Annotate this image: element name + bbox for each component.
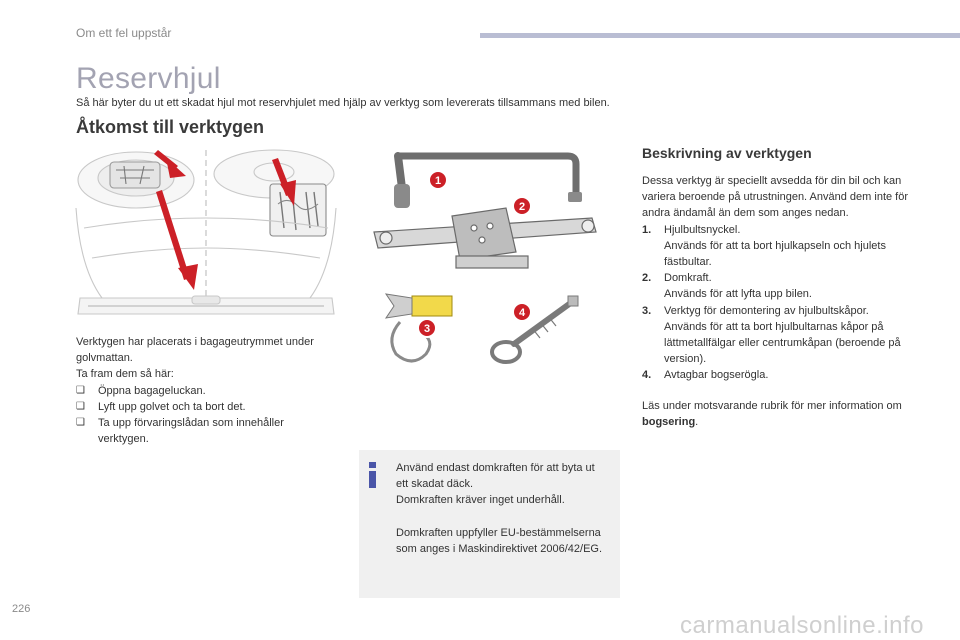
trunk-illustration — [74, 148, 338, 320]
callout-4: 4 — [518, 307, 526, 319]
closing-text — [642, 398, 912, 430]
step-text: Lyft upp golvet och ta bort det. — [98, 400, 246, 413]
info-line: Domkraften kräver inget underhåll. — [396, 494, 565, 506]
step-text: Öppna bagageluckan. — [98, 384, 206, 397]
step-item — [76, 415, 326, 447]
checkbox-bullet-icon: ❑ — [76, 417, 85, 429]
info-icon — [367, 462, 379, 488]
tool-number: 1. — [642, 223, 652, 236]
towing-reference: bogsering — [642, 415, 696, 428]
description-body — [642, 173, 912, 384]
tools-illustration — [356, 148, 618, 376]
tool-item — [642, 303, 912, 319]
access-intro: Verktygen har placerats i bagageutrymmet under golvmattan. — [76, 336, 314, 365]
closing-prefix: Läs under motsvarande rubrik för mer information om — [642, 399, 902, 412]
tool-number: 4. — [642, 369, 652, 382]
tool-number: 3. — [642, 304, 652, 317]
info-box — [359, 450, 620, 598]
info-line: Använd endast domkraften för att byta ut ett skadat däck. — [396, 462, 595, 490]
tool-item — [642, 367, 912, 383]
tool-name: Verktyg för demontering av hjulbultskåpor. — [664, 304, 869, 317]
header-rule — [480, 33, 960, 38]
tool-number: 2. — [642, 272, 652, 285]
info-paragraph — [396, 460, 608, 508]
page-number: 226 — [12, 603, 31, 615]
step-item — [76, 383, 326, 399]
tool-note: Används för att ta bort hjulbultarnas kåpor på lättmetallfälgar eller centrumkåpan (beroende på version). — [664, 320, 901, 366]
description-heading: Beskrivning av verktygen — [642, 145, 812, 161]
watermark: carmanualsonline.info — [680, 612, 924, 639]
checkbox-bullet-icon: ❑ — [76, 400, 85, 412]
section-title: Om ett fel uppstår — [76, 26, 172, 40]
tool-name: Domkraft. — [664, 272, 712, 285]
intro-text: Så här byter du ut ett skadat hjul mot reservhjulet med hjälp av verktyg som levererats tillsammans med bilen. — [76, 97, 610, 109]
description-intro: Dessa verktyg är speciellt avsedda för din bil och kan variera beroende på utrustningen. Använd dem inte för andra ändamål än dem som anges nedan. — [642, 175, 909, 220]
checkbox-bullet-icon: ❑ — [76, 384, 85, 396]
wheel-brace-drawing — [394, 156, 582, 208]
access-lead: Ta fram dem så här: — [76, 368, 174, 381]
callout-2: 2 — [518, 201, 526, 213]
callout-1: 1 — [434, 175, 442, 187]
info-text — [396, 460, 608, 557]
jack-drawing — [374, 208, 596, 268]
tool-name: Hjulbultsnyckel. — [664, 223, 741, 236]
callout-3: 3 — [423, 323, 431, 335]
tool-item — [642, 222, 912, 238]
tools-description — [642, 145, 912, 430]
access-instructions — [76, 334, 326, 447]
tool-note: Används för att ta bort hjulkapseln och hjulets fästbultar. — [664, 239, 886, 269]
access-heading: Åtkomst till verktygen — [76, 117, 265, 137]
step-item — [76, 399, 326, 415]
towing-eye-drawing — [492, 296, 578, 362]
tool-name: Avtagbar bogserögla. — [664, 369, 769, 382]
closing-suffix: . — [695, 415, 699, 428]
page-title: Reservhjul — [76, 62, 221, 95]
step-text: Ta upp förvaringslådan som innehåller verktygen. — [98, 417, 284, 446]
tool-note: Används för att lyfta upp bilen. — [664, 288, 812, 301]
tool-item — [642, 270, 912, 286]
info-paragraph: Domkraften uppfyller EU-bestämmelserna som anges i Maskindirektivet 2006/42/EG. — [396, 527, 603, 555]
